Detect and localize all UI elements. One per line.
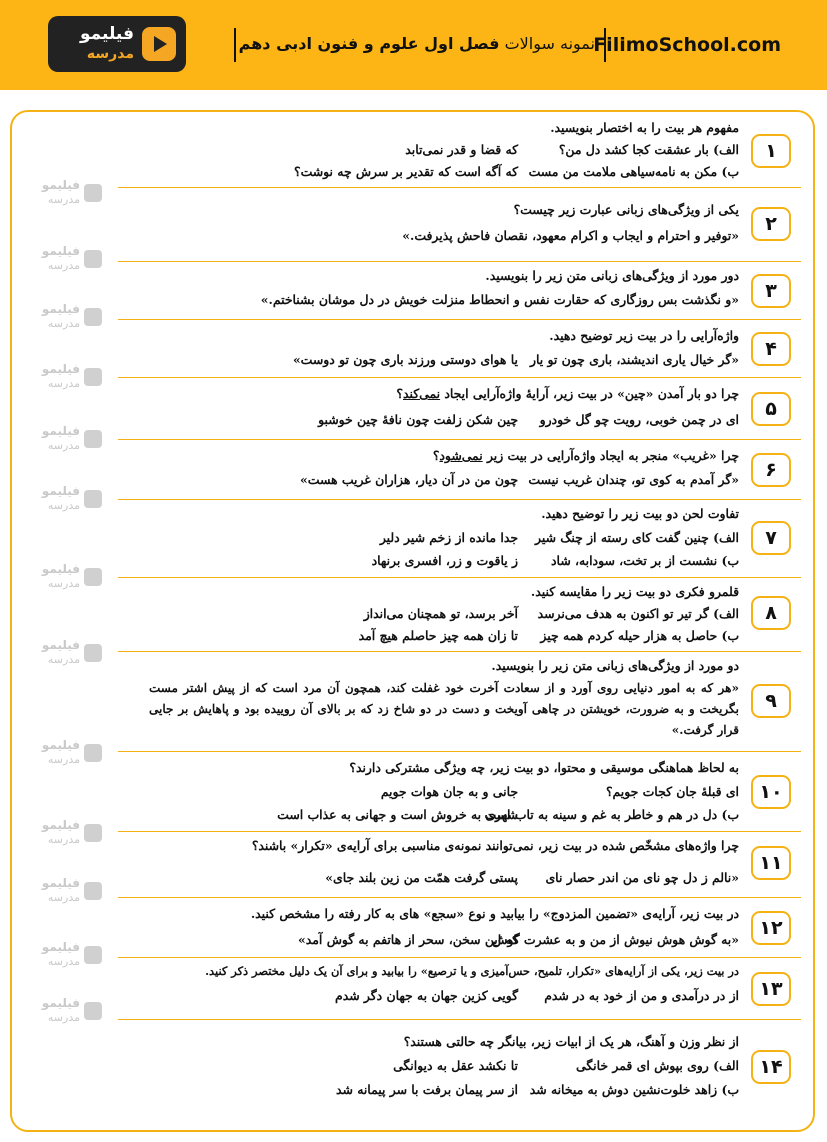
watermark-logo	[41, 302, 102, 336]
watermark-play-icon	[84, 644, 102, 662]
verse-line: ب) دل در هم و خاطر به غم و سینه به تاب است	[484, 807, 739, 822]
watermark-play-icon	[84, 308, 102, 326]
watermark-line2: مدرسه	[47, 833, 80, 846]
question-10	[118, 752, 801, 832]
watermark-play-icon	[84, 368, 102, 386]
question-instruction: در بیت زیر، یکی از آرایه‌های «تکرار، تلمیح، حس‌آمیزی و یا ترصیع» را بیابید و برای آن یک دلیل مختصر ذکر کنید.	[205, 964, 739, 978]
instruction-text: ؟	[396, 386, 403, 401]
question-7	[118, 500, 801, 578]
verse-line: «نالم ز دل چو نای من اندر حصار نای	[545, 870, 739, 885]
verse-line: از در درآمدی و من از خود به در شدم	[544, 988, 739, 1003]
instruction-text: چرا دو بار آمدن «چین» در بیت زیر، آرایهٔ واژه‌آرایی ایجاد	[440, 386, 739, 401]
watermark-logo	[41, 638, 102, 672]
verse-line: پستی گرفت همّت من زین بلند جای»	[325, 870, 518, 885]
verse-line: الف) بار عشقت کجا کشد دل من؟	[558, 142, 739, 157]
verse-line: جدا مانده از زخم شیر دلیر	[379, 530, 518, 545]
page-title	[239, 34, 595, 53]
watermark-line2: مدرسه	[47, 377, 80, 390]
watermark-line2: مدرسه	[47, 1011, 80, 1024]
watermark-play-icon	[84, 490, 102, 508]
watermark-play-icon	[84, 946, 102, 964]
question-2	[118, 188, 801, 262]
question-number: ۱۲	[751, 911, 791, 945]
watermark-line1: فیلیمو	[41, 638, 80, 652]
verse-line: ب) زاهد خلوت‌نشین دوش به میخانه شد	[529, 1082, 739, 1097]
verse-line: ای در چمن خوبی، رویت چو گل خودرو	[539, 412, 739, 427]
logo-text-filimo: فیلیمو	[79, 24, 134, 44]
verse-line: چون من در آن دیار، هزاران غریب هست»	[300, 472, 518, 487]
underlined-word: نمی‌کند	[402, 386, 441, 401]
question-instruction: چرا واژه‌های مشخّص شده در بیت زیر، نمی‌توانند نمونه‌ی مناسبی برای آرایه‌ی «تکرار» باشند؟	[251, 838, 739, 853]
verse-line: گویی کزین جهان به جهان دگر شدم	[335, 988, 518, 1003]
verse-line: ای قبلهٔ جان کجات جویم؟	[605, 784, 739, 799]
watermark-play-icon	[84, 184, 102, 202]
verse-line: که آگه است که تقدیر بر سرش چه نوشت؟	[294, 164, 518, 179]
watermark-line2: مدرسه	[47, 439, 80, 452]
instruction-text: چرا «غریب» منجر به ایجاد واژه‌آرایی در بیت زیر	[482, 448, 739, 463]
verse-line: «به گوش هوش نیوش از من و به عشرت گوش	[492, 932, 739, 947]
watermark-line2: مدرسه	[47, 891, 80, 904]
title-bold: فصل اول علوم و فنون ادبی دهم	[238, 34, 500, 53]
verse-line: تا نکشد عقل به دیوانگی	[393, 1058, 518, 1073]
watermark-line2: مدرسه	[47, 259, 80, 272]
question-number: ۷	[751, 521, 791, 555]
verse-line: «گر خیال یاری اندیشند، باری چون تو یار	[529, 352, 739, 367]
watermark-line2: مدرسه	[47, 653, 80, 666]
watermark-logo	[41, 424, 102, 458]
watermark-logo	[41, 996, 102, 1030]
verse-line: شهری به خروش است و جهانی به عذاب است	[277, 807, 518, 822]
question-14	[118, 1020, 801, 1128]
question-number: ۳	[751, 274, 791, 308]
watermark-line1: فیلیمو	[41, 244, 80, 258]
watermark-play-icon	[84, 744, 102, 762]
watermark-logo	[41, 244, 102, 278]
question-instruction: دور مورد از ویژگی‌های زبانی متن زیر را بنویسید.	[485, 268, 739, 283]
question-number: ۶	[751, 453, 791, 487]
question-number: ۴	[751, 332, 791, 366]
verse-line: آخر برسد، تو همچنان می‌انداز	[363, 606, 518, 621]
question-number: ۸	[751, 596, 791, 630]
watermark-line1: فیلیمو	[41, 178, 80, 192]
question-number: ۱۰	[751, 775, 791, 809]
page-header	[0, 0, 827, 90]
title-prefix: نمونه سوالات	[504, 34, 595, 53]
question-5	[118, 378, 801, 440]
question-8	[118, 578, 801, 652]
verse-line: یا هوای دوستی ورزند باری چون تو دوست»	[292, 352, 518, 367]
verse-line: چین شکن زلفت چون نافهٔ چین خوشبو	[318, 412, 518, 427]
watermark-line2: مدرسه	[47, 317, 80, 330]
verse-line: الف) روی بپوش ای قمر خانگی	[576, 1058, 739, 1073]
watermark-play-icon	[84, 824, 102, 842]
verse-line: تا زان همه چیز حاصلم هیچ آمد	[358, 628, 518, 643]
question-instruction: از نظر وزن و آهنگ، هر یک از ابیات زیر، بیانگر چه حالتی هستند؟	[403, 1034, 739, 1049]
question-instruction: قلمرو فکری دو بیت زیر را مقایسه کنید.	[530, 584, 739, 599]
watermark-line2: مدرسه	[47, 499, 80, 512]
question-3	[118, 262, 801, 320]
question-number: ۱۱	[751, 846, 791, 880]
question-instruction	[433, 448, 739, 463]
underlined-word: نمی‌شود	[439, 448, 483, 463]
question-number: ۱۴	[751, 1050, 791, 1084]
verse-line: که قضا و قدر نمی‌تابد	[405, 142, 518, 157]
quote-text: «و نگذشت بس روزگاری که حقارت نفس و انحطاط منزلت خویش در دل موشان بشناختم.»	[260, 292, 739, 307]
question-4	[118, 320, 801, 378]
watermark-line1: فیلیمو	[41, 818, 80, 832]
question-instruction: مفهوم هر بیت را به اختصار بنویسید.	[550, 120, 739, 135]
logo-text-madrese: مدرسه	[86, 46, 134, 62]
watermark-line1: فیلیمو	[41, 302, 80, 316]
question-number: ۵	[751, 392, 791, 426]
instruction-text: ؟	[432, 448, 440, 463]
question-instruction: واژه‌آرایی را در بیت زیر توضیح دهید.	[549, 328, 739, 343]
question-number: ۲	[751, 207, 791, 241]
verse-line: «گر آمدم به کوی تو، چندان غریب نیست	[528, 472, 739, 487]
quote-paragraph: «هر که به امور دنیایی روی آورد و از سعادت آخرت خود غفلت کند، همچون آن مرد است که از پیش اشتر مست بگریخت و به ضرورت، خویشتن در چاهی آویخت و دست در دو شاخ زد که بر بالای آن روییده بود و پاهایش بر جایی قرار گرفت.»	[149, 681, 739, 737]
watermark-line2: مدرسه	[47, 193, 80, 206]
watermark-line1: فیلیمو	[41, 562, 80, 576]
watermark-play-icon	[84, 430, 102, 448]
question-instruction: یکی از ویژگی‌های زبانی عبارت زیر چیست؟	[513, 202, 739, 217]
watermark-play-icon	[84, 1002, 102, 1020]
question-number: ۱۳	[751, 972, 791, 1006]
filimo-school-logo[interactable]	[48, 16, 186, 72]
question-number: ۱	[751, 134, 791, 168]
watermark-line2: مدرسه	[47, 753, 80, 766]
watermark-logo	[41, 562, 102, 596]
question-6	[118, 440, 801, 500]
question-instruction: دو مورد از ویژگی‌های زبانی متن زیر را بنویسید.	[491, 658, 739, 673]
watermark-line2: مدرسه	[47, 577, 80, 590]
verse-line: ز یاقوت و زر، افسری برنهاد	[371, 553, 518, 568]
watermark-line1: فیلیمو	[41, 738, 80, 752]
site-url[interactable]: FilimoSchool.com	[593, 34, 781, 56]
watermark-logo	[41, 178, 102, 212]
watermark-line1: فیلیمو	[41, 940, 80, 954]
watermark-line1: فیلیمو	[41, 996, 80, 1010]
question-instruction: تفاوت لحن دو بیت زیر را توضیح دهید.	[541, 506, 739, 521]
watermark-line1: فیلیمو	[41, 484, 80, 498]
watermark-line1: فیلیمو	[41, 876, 80, 890]
question-12	[118, 898, 801, 958]
question-9	[118, 652, 801, 752]
watermark-logo	[41, 738, 102, 772]
question-11	[118, 832, 801, 898]
watermark-logo	[41, 484, 102, 518]
watermark-logo	[41, 362, 102, 396]
verse-line: ب) مکن به نامه‌سیاهی ملامت من مست	[528, 164, 739, 179]
verse-line: که این سخن، سحر از هاتفم به گوش آمد»	[298, 932, 518, 947]
question-instruction: به لحاظ هماهنگی موسیقی و محتوا، دو بیت زیر، چه ویژگی مشترکی دارند؟	[349, 760, 739, 775]
header-divider-left	[234, 28, 236, 62]
verse-line: الف) گر تیر تو اکنون به هدف می‌نرسد	[537, 606, 739, 621]
watermark-play-icon	[84, 250, 102, 268]
watermark-line2: مدرسه	[47, 955, 80, 968]
watermark-logo	[41, 876, 102, 910]
verse-line: ب) نشست از بر تخت، سودابه، شاد	[551, 553, 739, 568]
quote-text: «توفیر و احترام و ایجاب و اکرام معهود، نقصان فاحش پذیرفت.»	[402, 228, 739, 243]
question-instruction: در بیت زیر، آرایه‌ی «تضمین المزدوج» را بیابید و نوع «سجع» های به کار رفته را مشخص کنید.	[250, 906, 739, 921]
verse-line: الف) چنین گفت کای رسته از چنگ شیر	[535, 530, 739, 545]
verse-line: ب) حاصل به هزار حیله کردم همه چیز	[540, 628, 739, 643]
watermark-line1: فیلیمو	[41, 362, 80, 376]
watermark-logo	[41, 940, 102, 974]
question-1	[118, 116, 801, 188]
watermark-play-icon	[84, 568, 102, 586]
question-instruction	[396, 386, 739, 401]
verse-line: جانی و به جان هوات جویم	[380, 784, 518, 799]
play-icon	[142, 27, 176, 61]
verse-line: از سر پیمان برفت با سر پیمانه شد	[336, 1082, 518, 1097]
watermark-play-icon	[84, 882, 102, 900]
question-13	[118, 958, 801, 1020]
question-number: ۹	[751, 684, 791, 718]
watermark-logo	[41, 818, 102, 852]
watermark-line1: فیلیمو	[41, 424, 80, 438]
